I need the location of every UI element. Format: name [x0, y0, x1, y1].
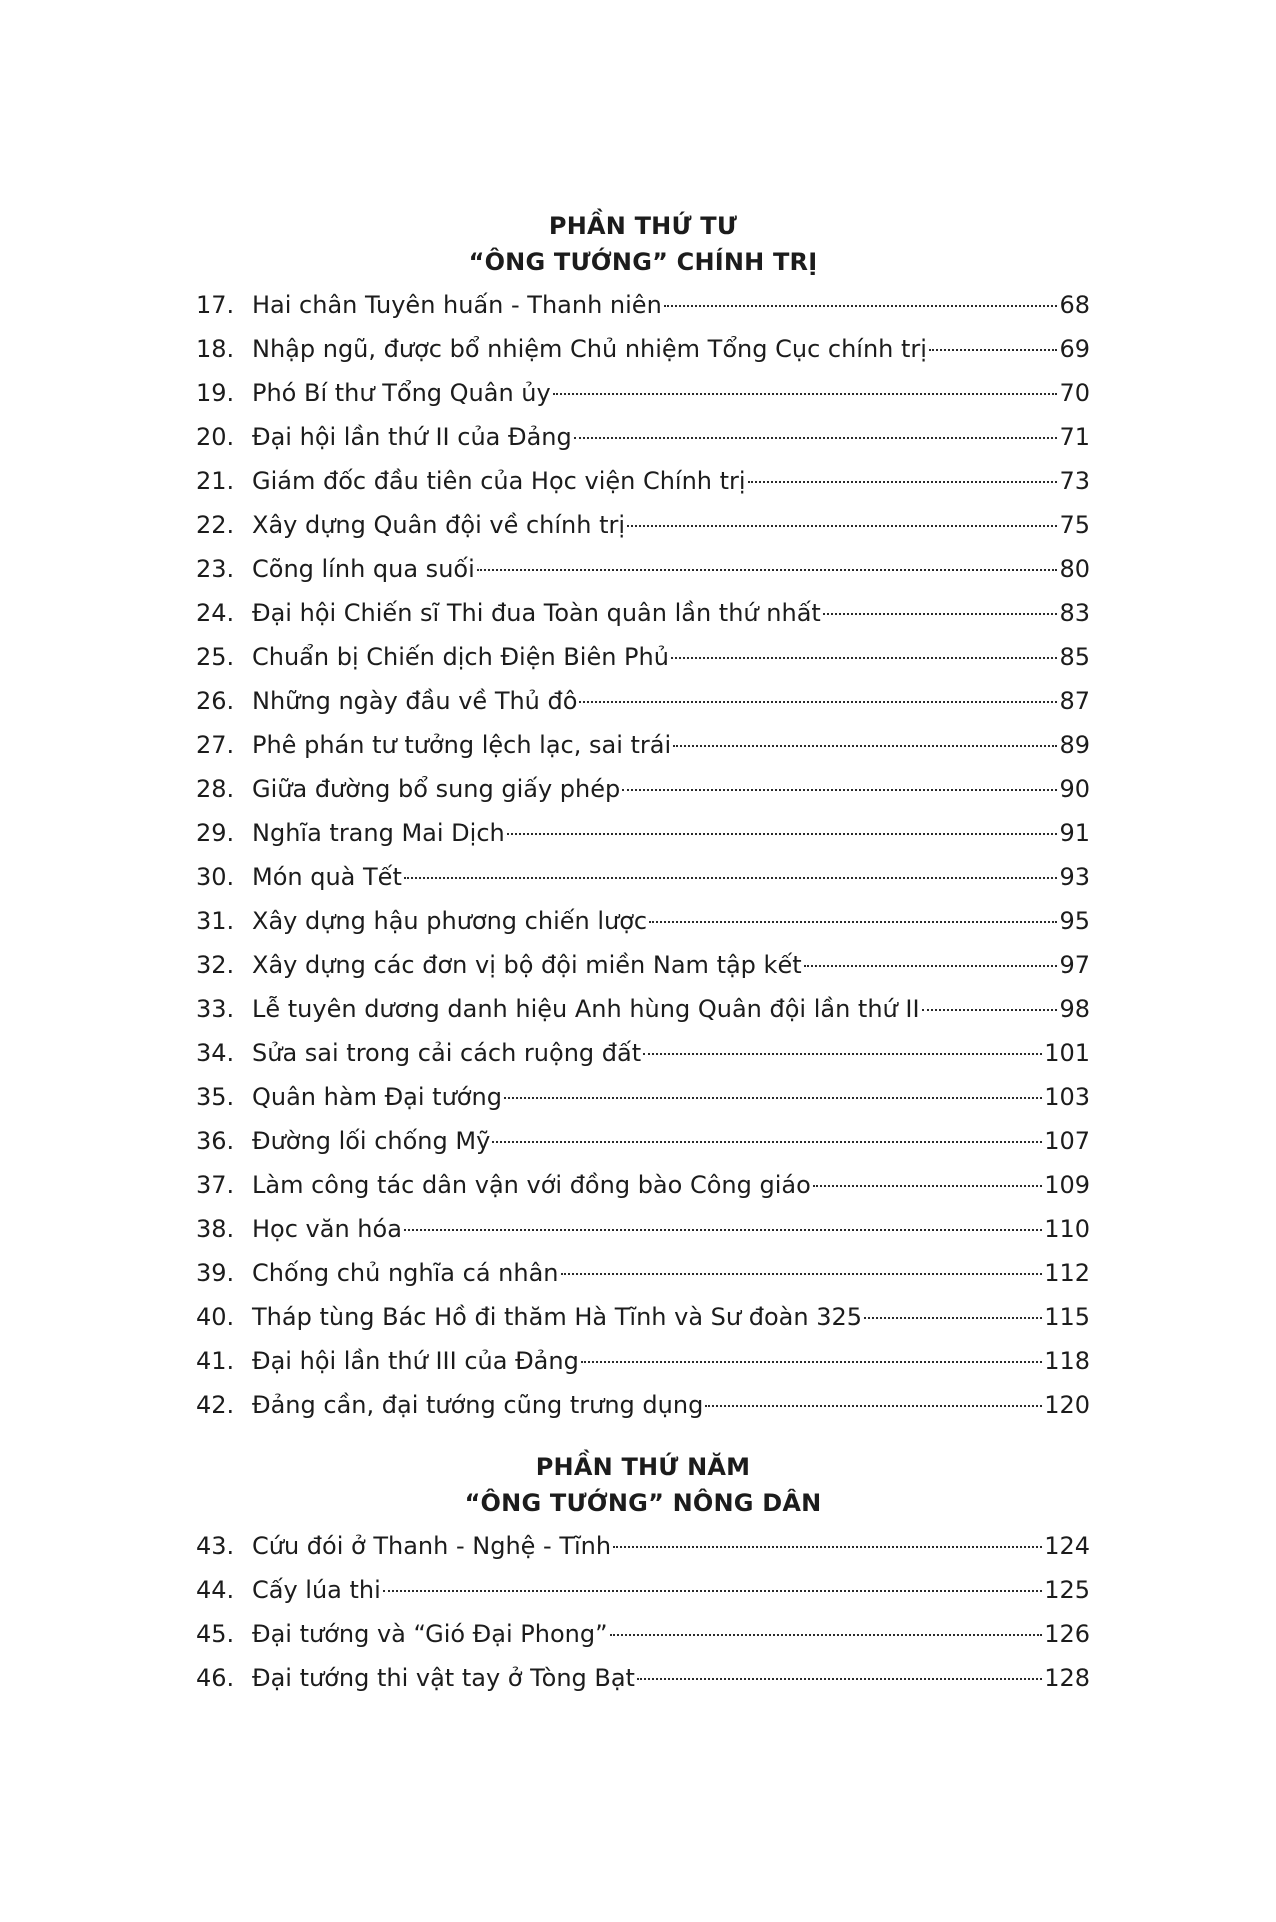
toc-entry	[196, 415, 1090, 459]
toc-entry	[196, 1075, 1090, 1119]
dot-leader	[507, 833, 1058, 835]
toc-entry	[196, 1612, 1090, 1656]
dot-leader	[579, 701, 1057, 703]
toc-entry-number: 19.	[196, 379, 235, 407]
toc-entry-page: 89	[1059, 731, 1090, 759]
toc-entry	[196, 723, 1090, 767]
toc-entry-number: 21.	[196, 467, 235, 495]
toc-entry-number: 27.	[196, 731, 235, 759]
toc-entry-page: 83	[1059, 599, 1090, 627]
toc-entry-number: 20.	[196, 423, 235, 451]
toc-entry-number: 43.	[196, 1532, 235, 1560]
toc-entry	[196, 1568, 1090, 1612]
toc-entry	[196, 459, 1090, 503]
toc-entry	[196, 1295, 1090, 1339]
toc-entry-number: 34.	[196, 1039, 235, 1067]
toc-entry	[196, 943, 1090, 987]
toc-entry-page: 68	[1059, 291, 1090, 319]
toc-entry-page: 98	[1059, 995, 1090, 1023]
toc-entry-page: 87	[1059, 687, 1090, 715]
dot-leader	[673, 745, 1057, 747]
toc-entry-page: 97	[1059, 951, 1090, 979]
toc-entry-number: 29.	[196, 819, 235, 847]
dot-leader	[504, 1097, 1042, 1099]
part-title: “ÔNG TƯỚNG” CHÍNH TRỊ	[468, 248, 818, 276]
toc-entry-page: 80	[1059, 555, 1090, 583]
dot-leader	[864, 1317, 1042, 1319]
toc-entry	[196, 1339, 1090, 1383]
toc-entry-title: Đại hội lần thứ III của Đảng	[252, 1347, 579, 1375]
toc-entry	[196, 767, 1090, 811]
dot-leader	[610, 1634, 1043, 1636]
toc-entry-title: Những ngày đầu về Thủ đô	[252, 687, 578, 715]
toc-entry-title: Phó Bí thư Tổng Quân ủy	[252, 379, 551, 407]
toc-entry	[196, 679, 1090, 723]
toc-entry	[196, 1383, 1090, 1427]
toc-entry-title: Giám đốc đầu tiên của Học viện Chính trị	[252, 467, 746, 495]
toc-entry-number: 38.	[196, 1215, 235, 1243]
toc-list	[196, 1524, 1090, 1700]
toc-entry-number: 18.	[196, 335, 235, 363]
toc-entry	[196, 1524, 1090, 1568]
toc-entry-title: Sửa sai trong cải cách ruộng đất	[252, 1039, 642, 1067]
toc-entry-title: Chuẩn bị Chiến dịch Điện Biên Phủ	[252, 643, 669, 671]
toc-entry-number: 45.	[196, 1620, 235, 1648]
dot-leader	[492, 1141, 1042, 1143]
toc-entry	[196, 591, 1090, 635]
toc-entry-page: 69	[1059, 335, 1090, 363]
toc-entry	[196, 327, 1090, 371]
toc-entry	[196, 503, 1090, 547]
toc-entry-page: 70	[1059, 379, 1090, 407]
toc-entry-page: 85	[1059, 643, 1090, 671]
dot-leader	[404, 877, 1058, 879]
toc-entry	[196, 1031, 1090, 1075]
dot-leader	[922, 1009, 1058, 1011]
dot-leader	[553, 393, 1058, 395]
part-label: PHẦN THỨ TƯ	[548, 212, 738, 240]
dot-leader	[705, 1405, 1042, 1407]
toc-entry-page: 120	[1044, 1391, 1090, 1419]
toc-entry-page: 93	[1059, 863, 1090, 891]
dot-leader	[804, 965, 1058, 967]
toc-entry-number: 25.	[196, 643, 235, 671]
toc-entry	[196, 1207, 1090, 1251]
toc-entry-number: 37.	[196, 1171, 235, 1199]
toc-entry	[196, 1656, 1090, 1700]
section-heading	[196, 208, 1090, 280]
toc-entry-title: Cõng lính qua suối	[252, 555, 475, 583]
section-heading	[196, 1449, 1090, 1521]
toc-entry-number: 42.	[196, 1391, 235, 1419]
toc-entry-title: Đại tướng và “Gió Đại Phong”	[252, 1620, 608, 1648]
dot-leader	[581, 1361, 1042, 1363]
toc-entry-number: 33.	[196, 995, 235, 1023]
toc-entry-number: 35.	[196, 1083, 235, 1111]
toc-entry	[196, 635, 1090, 679]
toc-entry-title: Giữa đường bổ sung giấy phép	[252, 775, 621, 803]
toc-entry-title: Đường lối chống Mỹ	[252, 1127, 491, 1155]
dot-leader	[748, 481, 1058, 483]
toc-entry-page: 125	[1044, 1576, 1090, 1604]
toc-entry	[196, 1163, 1090, 1207]
toc-entry-title: Nhập ngũ, được bổ nhiệm Chủ nhiệm Tổng Cục chính trị	[252, 335, 927, 363]
toc-list	[196, 283, 1090, 1427]
dot-leader	[622, 789, 1057, 791]
toc-entry-title: Xây dựng các đơn vị bộ đội miền Nam tập kết	[252, 951, 802, 979]
toc-entry-number: 36.	[196, 1127, 235, 1155]
toc-entry-title: Đại hội Chiến sĩ Thi đua Toàn quân lần thứ nhất	[252, 599, 821, 627]
toc-entry-page: 126	[1044, 1620, 1090, 1648]
toc-entry	[196, 899, 1090, 943]
toc-entry-page: 101	[1044, 1039, 1090, 1067]
dot-leader	[404, 1229, 1042, 1231]
toc-entry-number: 40.	[196, 1303, 235, 1331]
dot-leader	[574, 437, 1058, 439]
dot-leader	[813, 1185, 1042, 1187]
toc-entry-number: 39.	[196, 1259, 235, 1287]
toc-entry-number: 23.	[196, 555, 235, 583]
toc-entry-number: 22.	[196, 511, 235, 539]
dot-leader	[637, 1678, 1042, 1680]
toc-entry	[196, 987, 1090, 1031]
dot-leader	[561, 1273, 1043, 1275]
dot-leader	[649, 921, 1057, 923]
toc-entry-page: 115	[1044, 1303, 1090, 1331]
toc-entry	[196, 283, 1090, 327]
toc-entry-number: 28.	[196, 775, 235, 803]
toc-entry-page: 95	[1059, 907, 1090, 935]
toc-entry-page: 110	[1044, 1215, 1090, 1243]
toc-entry-page: 112	[1044, 1259, 1090, 1287]
toc-entry-page: 73	[1059, 467, 1090, 495]
toc-entry-title: Chống chủ nghĩa cá nhân	[252, 1259, 559, 1287]
toc-entry-title: Nghĩa trang Mai Dịch	[252, 819, 505, 847]
dot-leader	[823, 613, 1058, 615]
toc-entry	[196, 855, 1090, 899]
toc-entry-page: 109	[1044, 1171, 1090, 1199]
toc-entry-page: 103	[1044, 1083, 1090, 1111]
toc-entry-title: Hai chân Tuyên huấn - Thanh niên	[252, 291, 662, 319]
toc-entry-title: Học văn hóa	[252, 1215, 402, 1243]
dot-leader	[383, 1590, 1042, 1592]
toc-entry-title: Tháp tùng Bác Hồ đi thăm Hà Tĩnh và Sư đoàn 325	[252, 1303, 863, 1331]
toc-entry-page: 75	[1059, 511, 1090, 539]
toc-entry-title: Đảng cần, đại tướng cũng trưng dụng	[252, 1391, 704, 1419]
section-part-four	[196, 208, 1090, 1427]
dot-leader	[627, 525, 1057, 527]
toc-entry-number: 44.	[196, 1576, 235, 1604]
dot-leader	[477, 569, 1058, 571]
part-label: PHẦN THỨ NĂM	[535, 1453, 751, 1481]
dot-leader	[664, 305, 1058, 307]
part-title: “ÔNG TƯỚNG” NÔNG DÂN	[464, 1489, 822, 1517]
toc-entry-title: Lễ tuyên dương danh hiệu Anh hùng Quân đội lần thứ II	[252, 995, 920, 1023]
toc-entry-page: 91	[1059, 819, 1090, 847]
toc-entry	[196, 811, 1090, 855]
toc-entry-page: 124	[1044, 1532, 1090, 1560]
toc-entry-number: 41.	[196, 1347, 235, 1375]
section-part-five	[196, 1449, 1090, 1700]
toc-entry-page: 71	[1059, 423, 1090, 451]
toc-entry-title: Đại tướng thi vật tay ở Tòng Bạt	[252, 1664, 635, 1692]
toc-entry-title: Xây dựng Quân đội về chính trị	[252, 511, 626, 539]
toc-entry-title: Quân hàm Đại tướng	[252, 1083, 502, 1111]
toc-entry-page: 90	[1059, 775, 1090, 803]
toc-entry-number: 46.	[196, 1664, 235, 1692]
toc-entry-number: 30.	[196, 863, 235, 891]
dot-leader	[671, 657, 1058, 659]
toc-entry-number: 26.	[196, 687, 235, 715]
toc-entry-page: 118	[1044, 1347, 1090, 1375]
dot-leader	[929, 349, 1057, 351]
toc-entry-page: 107	[1044, 1127, 1090, 1155]
toc-entry-title: Đại hội lần thứ II của Đảng	[252, 423, 572, 451]
toc-entry-number: 31.	[196, 907, 235, 935]
toc-entry-title: Món quà Tết	[252, 863, 402, 891]
dot-leader	[613, 1546, 1042, 1548]
toc-entry-title: Phê phán tư tưởng lệch lạc, sai trái	[252, 731, 672, 759]
toc-entry	[196, 1251, 1090, 1295]
toc-entry-number: 24.	[196, 599, 235, 627]
toc-entry	[196, 547, 1090, 591]
toc-entry-page: 128	[1044, 1664, 1090, 1692]
toc-entry-number: 17.	[196, 291, 235, 319]
toc-entry-title: Cứu đói ở Thanh - Nghệ - Tĩnh	[252, 1532, 612, 1560]
toc-entry	[196, 371, 1090, 415]
toc-entry-title: Làm công tác dân vận với đồng bào Công giáo	[252, 1171, 811, 1199]
toc-entry	[196, 1119, 1090, 1163]
toc-entry-number: 32.	[196, 951, 235, 979]
dot-leader	[643, 1053, 1042, 1055]
toc-entry-title: Cấy lúa thi	[252, 1576, 381, 1604]
toc-entry-title: Xây dựng hậu phương chiến lược	[252, 907, 648, 935]
